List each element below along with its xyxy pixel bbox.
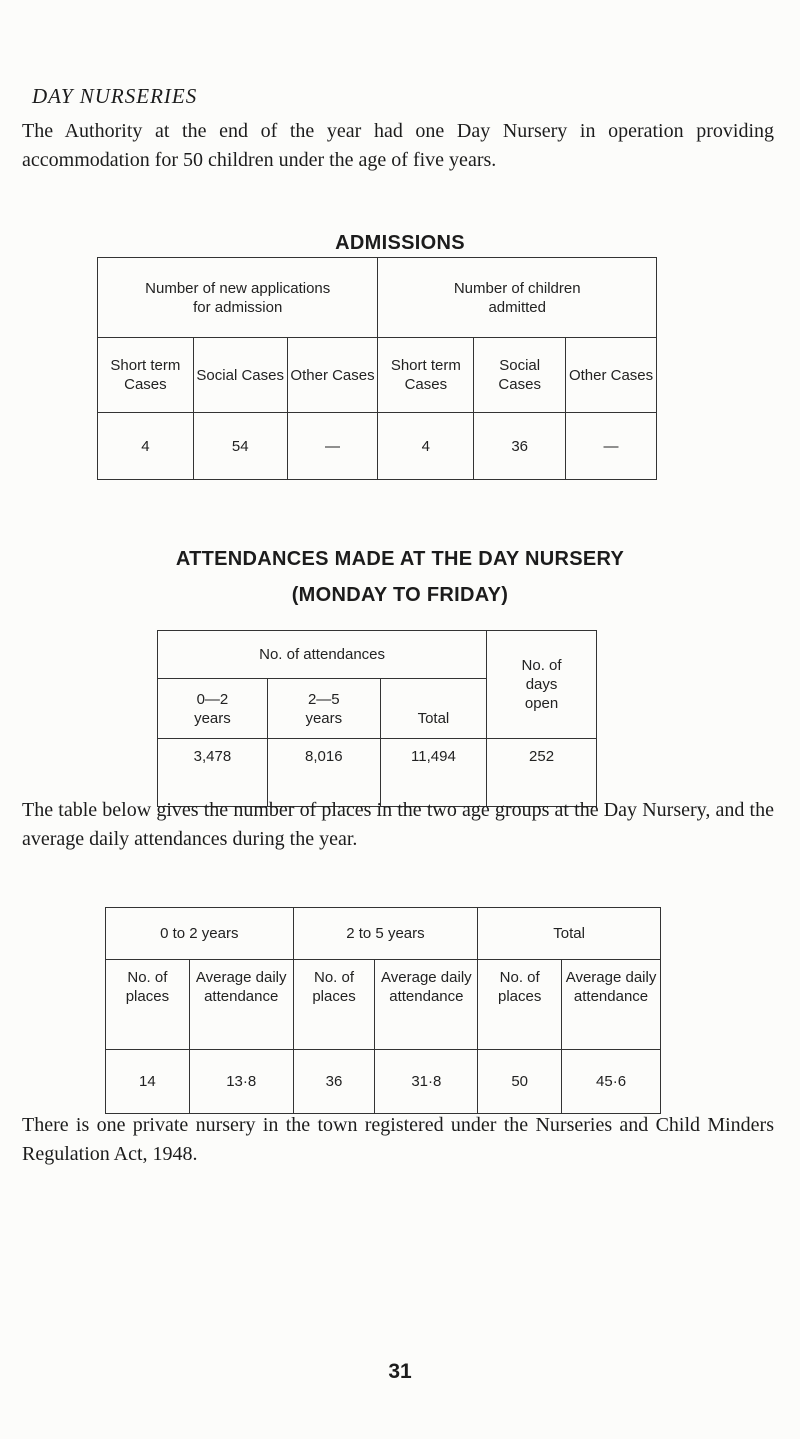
value-social-admitted: 36	[474, 413, 566, 480]
header-2-5-years: 2 to 5 years	[293, 908, 478, 960]
header-new-applications: Number of new applications for admission	[98, 258, 378, 338]
col-attendance-0-2: Average daily attendance	[189, 960, 293, 1050]
col-0-2-years: 0—2 years	[158, 679, 268, 739]
value-other-applications: —	[287, 413, 378, 480]
attendances-title-line2: (MONDAY TO FRIDAY)	[291, 584, 509, 606]
value-places-2-5: 36	[293, 1050, 375, 1114]
col-places-total: No. of places	[478, 960, 562, 1050]
col-social-admitted: Social Cases	[474, 338, 566, 413]
header-children-admitted: Number of children admitted	[378, 258, 657, 338]
col-places-2-5: No. of places	[293, 960, 375, 1050]
value-attendance-0-2: 13·8	[189, 1050, 293, 1114]
header-total: Total	[478, 908, 661, 960]
col-2-5-years: 2—5 years	[267, 679, 380, 739]
col-other-admitted: Other Cases	[566, 338, 657, 413]
value-places-total: 50	[478, 1050, 562, 1114]
col-social-applications: Social Cases	[193, 338, 287, 413]
col-attendance-2-5: Average daily attendance	[375, 960, 478, 1050]
col-attendance-total: Average daily attendance	[562, 960, 661, 1050]
value-2-5-years: 8,016	[267, 739, 380, 807]
header-no-of-attendances: No. of attendances	[158, 631, 487, 679]
page-number: 31	[388, 1360, 412, 1383]
col-places-0-2: No. of places	[106, 960, 190, 1050]
value-days-open: 252	[487, 739, 597, 807]
col-short-term-admitted: Short term Cases	[378, 338, 474, 413]
col-short-term-applications: Short term Cases	[98, 338, 194, 413]
section-heading: DAY NURSERIES	[32, 84, 198, 108]
header-days-open: No. of days open	[487, 631, 597, 739]
value-short-term-admitted: 4	[378, 413, 474, 480]
value-social-applications: 54	[193, 413, 287, 480]
value-places-0-2: 14	[106, 1050, 190, 1114]
value-attendance-2-5: 31·8	[375, 1050, 478, 1114]
col-other-applications: Other Cases	[287, 338, 378, 413]
value-attendance-total: 45·6	[562, 1050, 661, 1114]
col-total: Total	[380, 679, 486, 739]
value-short-term-applications: 4	[98, 413, 194, 480]
attendances-title-line1: ATTENDANCES MADE AT THE DAY NURSERY	[175, 548, 625, 570]
attendances-table	[157, 630, 597, 807]
admissions-title: ADMISSIONS	[335, 232, 465, 254]
value-other-admitted: —	[566, 413, 657, 480]
places-paragraph: The table below gives the number of places in the two age groups at the Day Nursery, and the average daily attendances during the year.	[22, 799, 774, 850]
admissions-table	[97, 257, 657, 480]
value-total: 11,494	[380, 739, 486, 807]
header-0-2-years: 0 to 2 years	[106, 908, 294, 960]
intro-paragraph: The Authority at the end of the year had one Day Nursery in operation providing accommodation for 50 children under the age of five years.	[22, 120, 774, 171]
value-0-2-years: 3,478	[158, 739, 268, 807]
private-nursery-paragraph: There is one private nursery in the town registered under the Nurseries and Child Minders Regulation Act, 1948.	[22, 1114, 774, 1165]
places-table	[105, 907, 661, 1114]
